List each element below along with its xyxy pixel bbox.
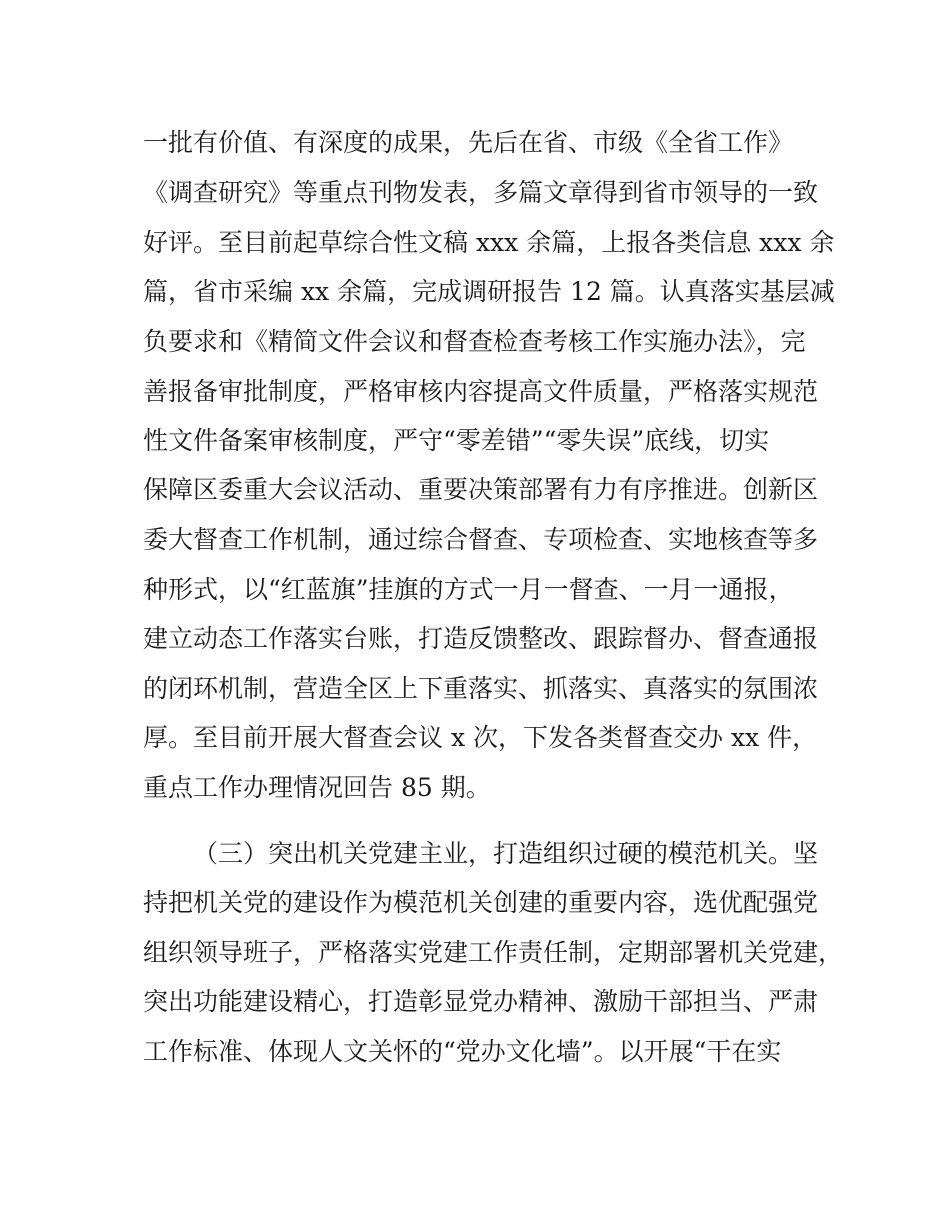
text-line: 厚。至目前开展大督查会议 x 次，下发各类督查交办 xx 件， [143, 723, 818, 752]
section-heading-line: （三）突出机关党建主业，打造组织过硬的模范机关。坚 [193, 839, 819, 868]
text-line: 性文件备案审核制度，严守“零差错”“零失误”底线，切实 [143, 426, 770, 455]
text-line: 负要求和《精简文件会议和督查检查考核工作实施办法》，完 [143, 327, 806, 356]
text-line: 建立动态工作落实台账，打造反馈整改、跟踪督办、督查通报 [143, 624, 819, 653]
text-line: 篇，省市采编 xx 余篇，完成调研报告 12 篇。认真落实基层减 [143, 277, 835, 306]
text-line: 委大督查工作机制，通过综合督查、专项检查、实地核查等多 [143, 525, 819, 554]
text-line: 重点工作办理情况回告 85 期。 [143, 773, 491, 802]
text-line: 一批有价值、有深度的成果，先后在省、市级《全省工作》 [143, 128, 794, 157]
text-line: 突出功能建设精心，打造彰显党办精神、激励干部担当、严肃 [143, 987, 819, 1016]
text-line: 好评。至目前起草综合性文稿 xxx 余篇，上报各类信息 xxx 余 [143, 228, 835, 257]
text-line: 善报备审批制度，严格审核内容提高文件质量，严格落实规范 [143, 377, 819, 406]
text-line: 《调查研究》等重点刊物发表，多篇文章得到省市领导的一致 [143, 178, 819, 207]
text-line: 的闭环机制，营造全区上下重落实、抓落实、真落实的氛围浓 [143, 674, 819, 703]
text-line: 保障区委重大会议活动、重要决策部署有力有序推进。创新区 [143, 475, 819, 504]
text-line: 工作标准、体现人文关怀的“党办文化墙”。以开展“干在实 [143, 1037, 782, 1066]
text-line: 持把机关党的建设作为模范机关创建的重要内容，选优配强党 [143, 888, 819, 917]
text-line: 组织领导班子，严格落实党建工作责任制，定期部署机关党建， [143, 938, 844, 967]
text-line: 种形式，以“红蓝旗”挂旗的方式一月一督查、一月一通报， [143, 575, 794, 604]
